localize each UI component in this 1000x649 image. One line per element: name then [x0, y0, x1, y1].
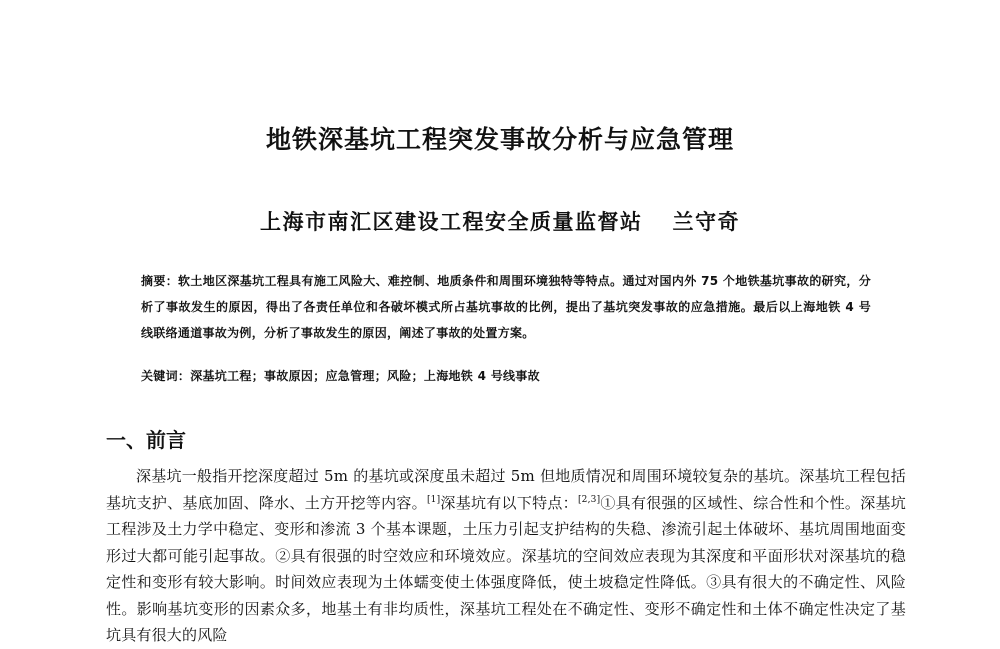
author-line [0, 206, 1000, 236]
keywords-label: 关键词： [141, 369, 191, 383]
intro-text-part3: ①具有很强的区域性、综合性和个性。深基坑工程涉及土力学中稳定、变形和渗流 3 个基本课题，土压力引起支护结构的失稳、渗流引起土体破坏、基坑周围地面变形过大都可能引起事故。②具有很强的时空效应和环境效应。深基坑的空间效应表现为其深度和平面形状对深基坑的稳定性和变形有较大影响。时间效应表现为土体蠕变使土体强度降低，使土坡稳定性降低。③具有很大的不确定性、风险性。影响基坑变形的因素众多，地基土有非均质性，深基坑工程处在不确定性、变形不确定性和土体不确定性决定了基坑具有很大的风险 [106, 493, 906, 644]
introduction-paragraph [106, 463, 906, 649]
citation-ref-1: [1] [426, 494, 441, 505]
affiliation: 上海市南汇区建设工程安全质量监督站 [260, 209, 643, 234]
citation-ref-2: [2,3] [577, 494, 601, 505]
author-name: 兰守奇 [672, 209, 740, 234]
keywords [141, 363, 871, 389]
intro-text-part1: 深基坑一般指开挖深度超过 5m 的基坑或深度虽未超过 5m 但地质情况和周围环境较复杂的基坑。深基坑工程包括基坑支护、基底加固、降水、土方开挖等内容。 [106, 467, 906, 512]
abstract [141, 268, 871, 346]
abstract-text: 软土地区深基坑工程具有施工风险大、难控制、地质条件和周围环境独特等特点。通过对国内外 75 个地铁基坑事故的研究，分析了事故发生的原因，得出了各责任单位和各破坏模式所占基坑事故的比例，提出了基坑突发事故的应急措施。最后以上海地铁 4 号线联络通道事故为例，分析了事故发生的原因，阐述了事故的处置方案。 [141, 274, 871, 340]
paper-title: 地铁深基坑工程突发事故分析与应急管理 [265, 125, 734, 154]
intro-text-part2: 深基坑有以下特点： [440, 493, 578, 512]
section-heading-introduction: 一、前言 [106, 428, 186, 452]
keywords-text: 深基坑工程；事故原因；应急管理；风险；上海地铁 4 号线事故 [190, 369, 540, 383]
abstract-label: 摘要： [141, 274, 179, 288]
